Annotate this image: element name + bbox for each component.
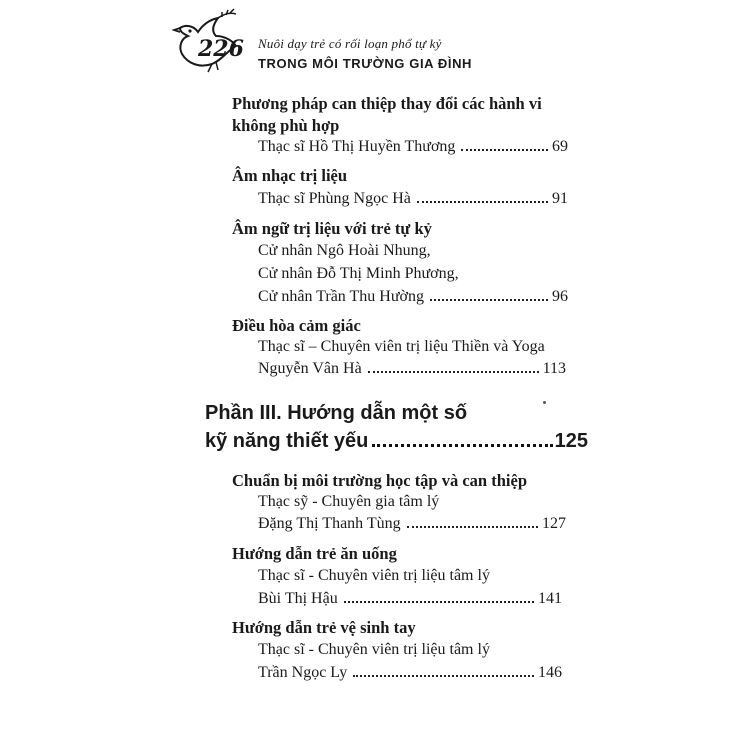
toc-entry-author: Thạc sĩ – Chuyên viên trị liệu Thiền và Yoga xyxy=(258,338,545,355)
toc-entry-author: Thạc sĩ - Chuyên viên trị liệu tâm lý xyxy=(258,567,490,584)
toc-entry-author: Cử nhân Ngô Hoài Nhung, xyxy=(258,242,431,259)
toc-entry-author: Thạc sĩ - Chuyên viên trị liệu tâm lý xyxy=(258,641,490,658)
dot-leader xyxy=(407,526,538,528)
page-ref: 146 xyxy=(538,664,562,681)
toc-entry-title: Âm nhạc trị liệu xyxy=(232,166,348,185)
page-ref: 141 xyxy=(538,590,562,607)
book-title: TRONG MÔI TRƯỜNG GIA ĐÌNH xyxy=(258,56,473,71)
toc-entry-title: không phù hợp xyxy=(232,116,340,135)
part-heading-line2: kỹ năng thiết yếu 125 xyxy=(205,430,588,452)
dot-leader xyxy=(417,201,548,203)
dot-leader xyxy=(430,299,548,301)
toc-entry-title: Hướng dẫn trẻ ăn uống xyxy=(232,544,397,563)
toc-entry-title: Điều hòa cảm giác xyxy=(232,316,361,335)
dot-leader xyxy=(353,675,534,677)
toc-entry-title: Âm ngữ trị liệu với trẻ tự kỷ xyxy=(232,219,432,238)
toc-entry-author: Cử nhân Đỗ Thị Minh Phương, xyxy=(258,265,459,282)
toc-entry-author: Cử nhân Trần Thu Hường 96 xyxy=(258,288,568,305)
dot-leader xyxy=(461,149,548,151)
toc-entry-author: Trần Ngọc Ly 146 xyxy=(258,664,562,681)
page-ref: 127 xyxy=(542,515,566,532)
page-ref: 96 xyxy=(552,288,568,305)
page-number: 226 xyxy=(198,36,244,62)
toc-entry-author: Thạc sĩ Phùng Ngọc Hà 91 xyxy=(258,190,568,207)
page-ref: 113 xyxy=(542,360,566,377)
page-ref: 91 xyxy=(552,190,568,207)
toc-entry-title: Phương pháp can thiệp thay đổi các hành vi xyxy=(232,94,542,113)
toc-entry-author: Nguyễn Vân Hà 113 xyxy=(258,360,566,377)
dot-leader xyxy=(368,371,539,373)
toc-entry-author: Đặng Thị Thanh Tùng 127 xyxy=(258,515,566,532)
toc-entry-title: Chuẩn bị môi trường học tập và can thiệp xyxy=(232,471,527,490)
page-ref: 125 xyxy=(554,430,588,452)
part-heading: Phần III. Hướng dẫn một số xyxy=(205,402,468,424)
print-speck xyxy=(543,401,546,404)
toc-entry-author: Bùi Thị Hậu 141 xyxy=(258,590,562,607)
dot-leader xyxy=(344,601,534,603)
page-ref: 69 xyxy=(552,138,568,155)
series-title: Nuôi dạy trẻ có rối loạn phổ tự kỷ xyxy=(258,36,442,51)
dot-leader xyxy=(372,444,552,447)
toc-entry-title: Hướng dẫn trẻ vệ sinh tay xyxy=(232,618,416,637)
toc-entry-author: Thạc sĩ Hồ Thị Huyền Thương 69 xyxy=(258,138,568,155)
toc-entry-author: Thạc sỹ - Chuyên gia tâm lý xyxy=(258,493,440,510)
